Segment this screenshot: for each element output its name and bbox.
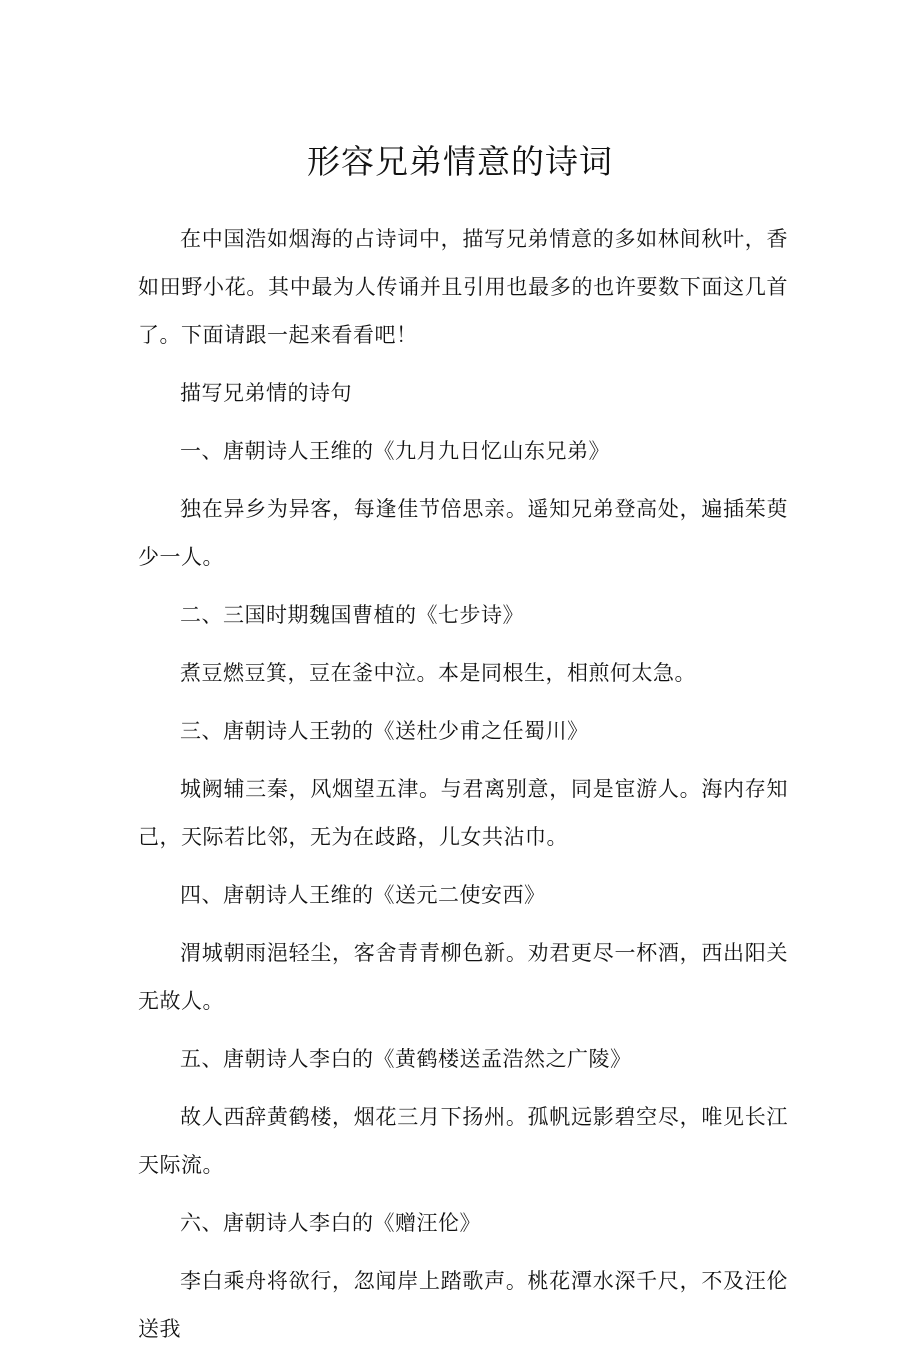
poem-text-1: 独在异乡为异客，每逢佳节倍思亲。遥知兄弟登高处，遍插茱萸少一人。 — [138, 497, 788, 569]
poem-text-2: 煮豆燃豆箕，豆在釜中泣。本是同根生，相煎何太急。 — [180, 661, 696, 685]
document-body — [138, 215, 788, 1363]
poem-heading-4: 四、唐朝诗人王维的《送元二使安西》 — [180, 883, 546, 907]
section-heading: 描写兄弟情的诗句 — [180, 381, 352, 405]
document-title: 形容兄弟情意的诗词 — [307, 142, 613, 181]
poem-text-3: 城阙辅三秦，风烟望五津。与君离别意，同是宦游人。海内存知己，天际若比邻，无为在歧路，儿女共沾巾。 — [138, 777, 788, 849]
poem-text-5: 故人西辞黄鹤楼，烟花三月下扬州。孤帆远影碧空尽，唯见长江天际流。 — [138, 1105, 788, 1177]
poem-heading-3: 三、唐朝诗人王勃的《送杜少甫之任蜀川》 — [180, 719, 589, 743]
poem-text-6: 李白乘舟将欲行，忽闻岸上踏歌声。桃花潭水深千尺，不及汪伦送我 — [138, 1269, 788, 1341]
poem-heading-1: 一、唐朝诗人王维的《九月九日忆山东兄弟》 — [180, 439, 610, 463]
poem-heading-2: 二、三国时期魏国曹植的《七步诗》 — [180, 603, 524, 627]
poem-text-4: 渭城朝雨浥轻尘，客舍青青柳色新。劝君更尽一杯酒，西出阳关无故人。 — [138, 941, 788, 1013]
poem-heading-6: 六、唐朝诗人李白的《赠汪伦》 — [180, 1211, 481, 1235]
intro-paragraph: 在中国浩如烟海的占诗词中，描写兄弟情意的多如林间秋叶，香如田野小花。其中最为人传诵并且引用也最多的也许要数下面这几首了。下面请跟一起来看看吧！ — [138, 227, 788, 347]
poem-heading-5: 五、唐朝诗人李白的《黄鹤楼送孟浩然之广陵》 — [180, 1047, 632, 1071]
